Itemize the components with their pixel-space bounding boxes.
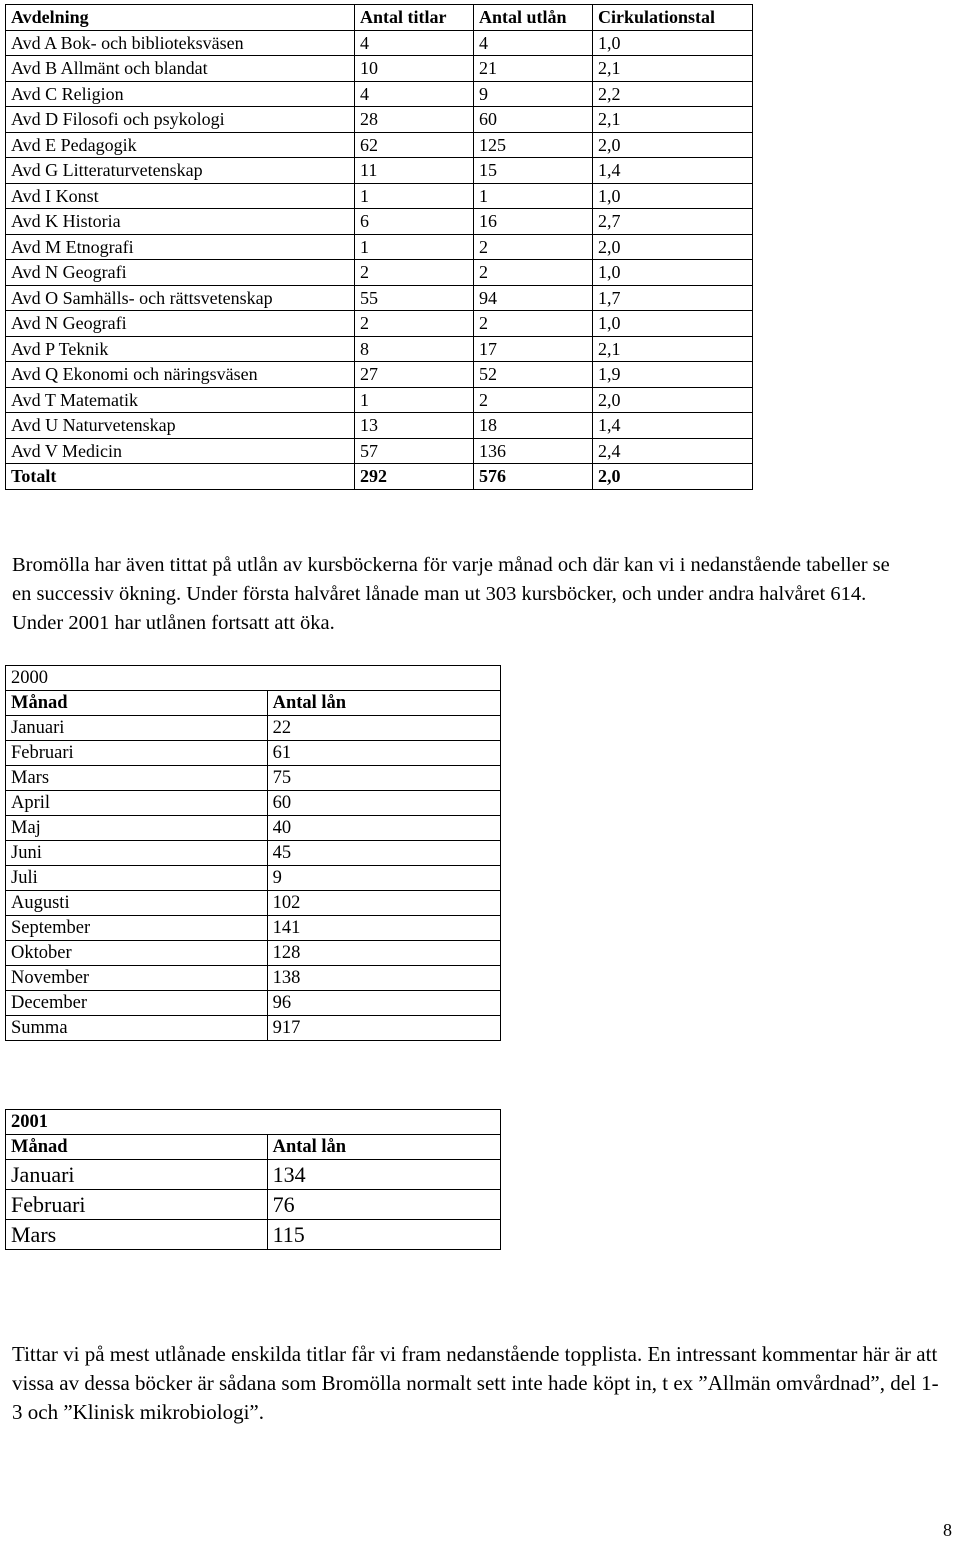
table-row: [6, 1016, 501, 1041]
cell-manad: Januari: [6, 716, 268, 741]
cell-antal-utlan: 4: [474, 30, 593, 56]
cell-antal-utlan: 125: [474, 132, 593, 158]
header-antal-utlan: Antal utlån: [474, 5, 593, 31]
cell-cirkulationstal: 2,0: [593, 132, 753, 158]
cell-avdelning: Avd B Allmänt och blandat: [6, 56, 355, 82]
cell-antal-titlar: 6: [355, 209, 474, 235]
monthly-loans-2000-table: [5, 665, 501, 1041]
cell-antal-lan: 917: [267, 1016, 500, 1041]
table-row: [6, 413, 753, 439]
total-row: [6, 464, 753, 490]
table-row: [6, 336, 753, 362]
year-row: [6, 666, 501, 691]
cell-antal-utlan: 21: [474, 56, 593, 82]
paragraph-course-books: Bromölla har även tittat på utlån av kursböckerna för varje månad och där kan vi i nedanstående tabeller se en successiv ökning. Under första halvåret lånade man ut 303 kursböcker, och under andra halvåret 614. Under 2001 har utlånen fortsatt att öka.: [12, 554, 890, 634]
cell-antal-utlan: 9: [474, 81, 593, 107]
cell-antal-lan: 76: [267, 1190, 500, 1220]
cell-antal-utlan: 2: [474, 234, 593, 260]
cell-avdelning: Avd P Teknik: [6, 336, 355, 362]
cell-avdelning: Avd G Litteraturvetenskap: [6, 158, 355, 184]
cell-antal-titlar: 11: [355, 158, 474, 184]
total-cirkulationstal: 2,0: [593, 464, 753, 490]
table-row: [6, 260, 753, 286]
paragraph-top-list: Tittar vi på mest utlånade enskilda titlar får vi fram nedanstående topplista. En intressant kommentar här är att vissa av dessa böcker är sådana som Bromölla normalt sett inte hade köpt in, t ex ”Allmän omvårdnad”, del 1-3 och ”Klinisk mikrobiologi”.: [12, 1342, 939, 1424]
table-row: [6, 791, 501, 816]
cell-antal-utlan: 17: [474, 336, 593, 362]
department-table-header: [6, 5, 753, 31]
header-cirkulationstal: Cirkulationstal: [593, 5, 753, 31]
header-manad: Månad: [6, 691, 268, 716]
cell-manad: Juni: [6, 841, 268, 866]
cell-avdelning: Avd Q Ekonomi och näringsväsen: [6, 362, 355, 388]
table-row: [6, 158, 753, 184]
cell-antal-utlan: 16: [474, 209, 593, 235]
cell-manad: Oktober: [6, 941, 268, 966]
cell-antal-titlar: 27: [355, 362, 474, 388]
cell-antal-lan: 60: [267, 791, 500, 816]
table-header: [6, 691, 501, 716]
cell-antal-lan: 141: [267, 916, 500, 941]
cell-manad: December: [6, 991, 268, 1016]
table-row: [6, 916, 501, 941]
table-row: [6, 941, 501, 966]
cell-antal-utlan: 15: [474, 158, 593, 184]
cell-antal-utlan: 2: [474, 387, 593, 413]
cell-cirkulationstal: 1,9: [593, 362, 753, 388]
table-row: [6, 1190, 501, 1220]
table-row: [6, 1220, 501, 1250]
cell-cirkulationstal: 2,0: [593, 234, 753, 260]
cell-antal-lan: 138: [267, 966, 500, 991]
cell-avdelning: Avd N Geografi: [6, 260, 355, 286]
cell-cirkulationstal: 1,0: [593, 311, 753, 337]
table-row: [6, 30, 753, 56]
cell-manad: Februari: [6, 741, 268, 766]
table-row: [6, 766, 501, 791]
cell-avdelning: Avd T Matematik: [6, 387, 355, 413]
cell-avdelning: Avd A Bok- och biblioteksväsen: [6, 30, 355, 56]
cell-antal-titlar: 1: [355, 234, 474, 260]
header-avdelning: Avdelning: [6, 5, 355, 31]
cell-cirkulationstal: 1,4: [593, 158, 753, 184]
cell-avdelning: Avd E Pedagogik: [6, 132, 355, 158]
cell-cirkulationstal: 2,1: [593, 56, 753, 82]
cell-cirkulationstal: 2,2: [593, 81, 753, 107]
cell-cirkulationstal: 2,7: [593, 209, 753, 235]
table-header: [6, 1135, 501, 1160]
cell-antal-titlar: 2: [355, 311, 474, 337]
table-row: [6, 741, 501, 766]
table-row: [6, 816, 501, 841]
table-row: [6, 866, 501, 891]
cell-cirkulationstal: 1,0: [593, 260, 753, 286]
cell-cirkulationstal: 1,7: [593, 285, 753, 311]
cell-antal-titlar: 62: [355, 132, 474, 158]
cell-antal-utlan: 60: [474, 107, 593, 133]
cell-antal-titlar: 1: [355, 387, 474, 413]
department-table: [5, 4, 753, 490]
header-manad: Månad: [6, 1135, 268, 1160]
cell-manad: Mars: [6, 1220, 268, 1250]
year-label: 2000: [6, 666, 501, 691]
cell-antal-utlan: 18: [474, 413, 593, 439]
cell-avdelning: Avd I Konst: [6, 183, 355, 209]
cell-antal-titlar: 28: [355, 107, 474, 133]
cell-antal-titlar: 10: [355, 56, 474, 82]
cell-antal-utlan: 136: [474, 438, 593, 464]
table-row: [6, 234, 753, 260]
cell-antal-lan: 45: [267, 841, 500, 866]
cell-antal-lan: 102: [267, 891, 500, 916]
cell-antal-utlan: 2: [474, 311, 593, 337]
table-row: [6, 716, 501, 741]
table-row: [6, 107, 753, 133]
cell-antal-lan: 96: [267, 991, 500, 1016]
cell-antal-titlar: 13: [355, 413, 474, 439]
cell-cirkulationstal: 1,4: [593, 413, 753, 439]
table-row: [6, 362, 753, 388]
cell-antal-titlar: 4: [355, 81, 474, 107]
table-row: [6, 891, 501, 916]
cell-cirkulationstal: 2,1: [593, 107, 753, 133]
year-row: [6, 1110, 501, 1135]
cell-antal-lan: 134: [267, 1160, 500, 1190]
cell-antal-utlan: 1: [474, 183, 593, 209]
cell-avdelning: Avd V Medicin: [6, 438, 355, 464]
cell-antal-lan: 9: [267, 866, 500, 891]
cell-avdelning: Avd C Religion: [6, 81, 355, 107]
table-row: [6, 81, 753, 107]
cell-avdelning: Avd N Geografi: [6, 311, 355, 337]
cell-cirkulationstal: 2,1: [593, 336, 753, 362]
cell-antal-titlar: 55: [355, 285, 474, 311]
cell-antal-lan: 75: [267, 766, 500, 791]
table-row: [6, 1160, 501, 1190]
cell-manad: September: [6, 916, 268, 941]
cell-manad: Mars: [6, 766, 268, 791]
cell-antal-titlar: 8: [355, 336, 474, 362]
cell-manad: Januari: [6, 1160, 268, 1190]
table-row: [6, 56, 753, 82]
monthly-loans-2001-table: [5, 1109, 501, 1250]
total-antal-titlar: 292: [355, 464, 474, 490]
cell-antal-titlar: 1: [355, 183, 474, 209]
cell-avdelning: Avd O Samhälls- och rättsvetenskap: [6, 285, 355, 311]
cell-manad: Augusti: [6, 891, 268, 916]
cell-cirkulationstal: 1,0: [593, 30, 753, 56]
cell-antal-titlar: 4: [355, 30, 474, 56]
header-antal-titlar: Antal titlar: [355, 5, 474, 31]
table-row: [6, 183, 753, 209]
cell-avdelning: Avd D Filosofi och psykologi: [6, 107, 355, 133]
cell-antal-utlan: 94: [474, 285, 593, 311]
table-row: [6, 311, 753, 337]
page-number: 8: [943, 1520, 952, 1540]
table-row: [6, 991, 501, 1016]
table-row: [6, 841, 501, 866]
table-row: [6, 209, 753, 235]
cell-antal-lan: 128: [267, 941, 500, 966]
cell-cirkulationstal: 2,4: [593, 438, 753, 464]
cell-manad: November: [6, 966, 268, 991]
header-antal-lan: Antal lån: [267, 691, 500, 716]
cell-antal-lan: 61: [267, 741, 500, 766]
table-row: [6, 966, 501, 991]
cell-cirkulationstal: 2,0: [593, 387, 753, 413]
cell-manad: Februari: [6, 1190, 268, 1220]
cell-antal-utlan: 2: [474, 260, 593, 286]
cell-antal-lan: 40: [267, 816, 500, 841]
cell-antal-lan: 22: [267, 716, 500, 741]
cell-cirkulationstal: 1,0: [593, 183, 753, 209]
cell-avdelning: Avd U Naturvetenskap: [6, 413, 355, 439]
table-row: [6, 438, 753, 464]
cell-antal-lan: 115: [267, 1220, 500, 1250]
year-label: 2001: [6, 1110, 501, 1135]
total-antal-utlan: 576: [474, 464, 593, 490]
cell-manad: Summa: [6, 1016, 268, 1041]
cell-avdelning: Avd K Historia: [6, 209, 355, 235]
table-row: [6, 132, 753, 158]
cell-avdelning: Avd M Etnografi: [6, 234, 355, 260]
cell-antal-titlar: 57: [355, 438, 474, 464]
total-label: Totalt: [6, 464, 355, 490]
cell-antal-titlar: 2: [355, 260, 474, 286]
cell-manad: Maj: [6, 816, 268, 841]
table-row: [6, 387, 753, 413]
header-antal-lan: Antal lån: [267, 1135, 500, 1160]
cell-manad: April: [6, 791, 268, 816]
cell-antal-utlan: 52: [474, 362, 593, 388]
table-row: [6, 285, 753, 311]
cell-manad: Juli: [6, 866, 268, 891]
